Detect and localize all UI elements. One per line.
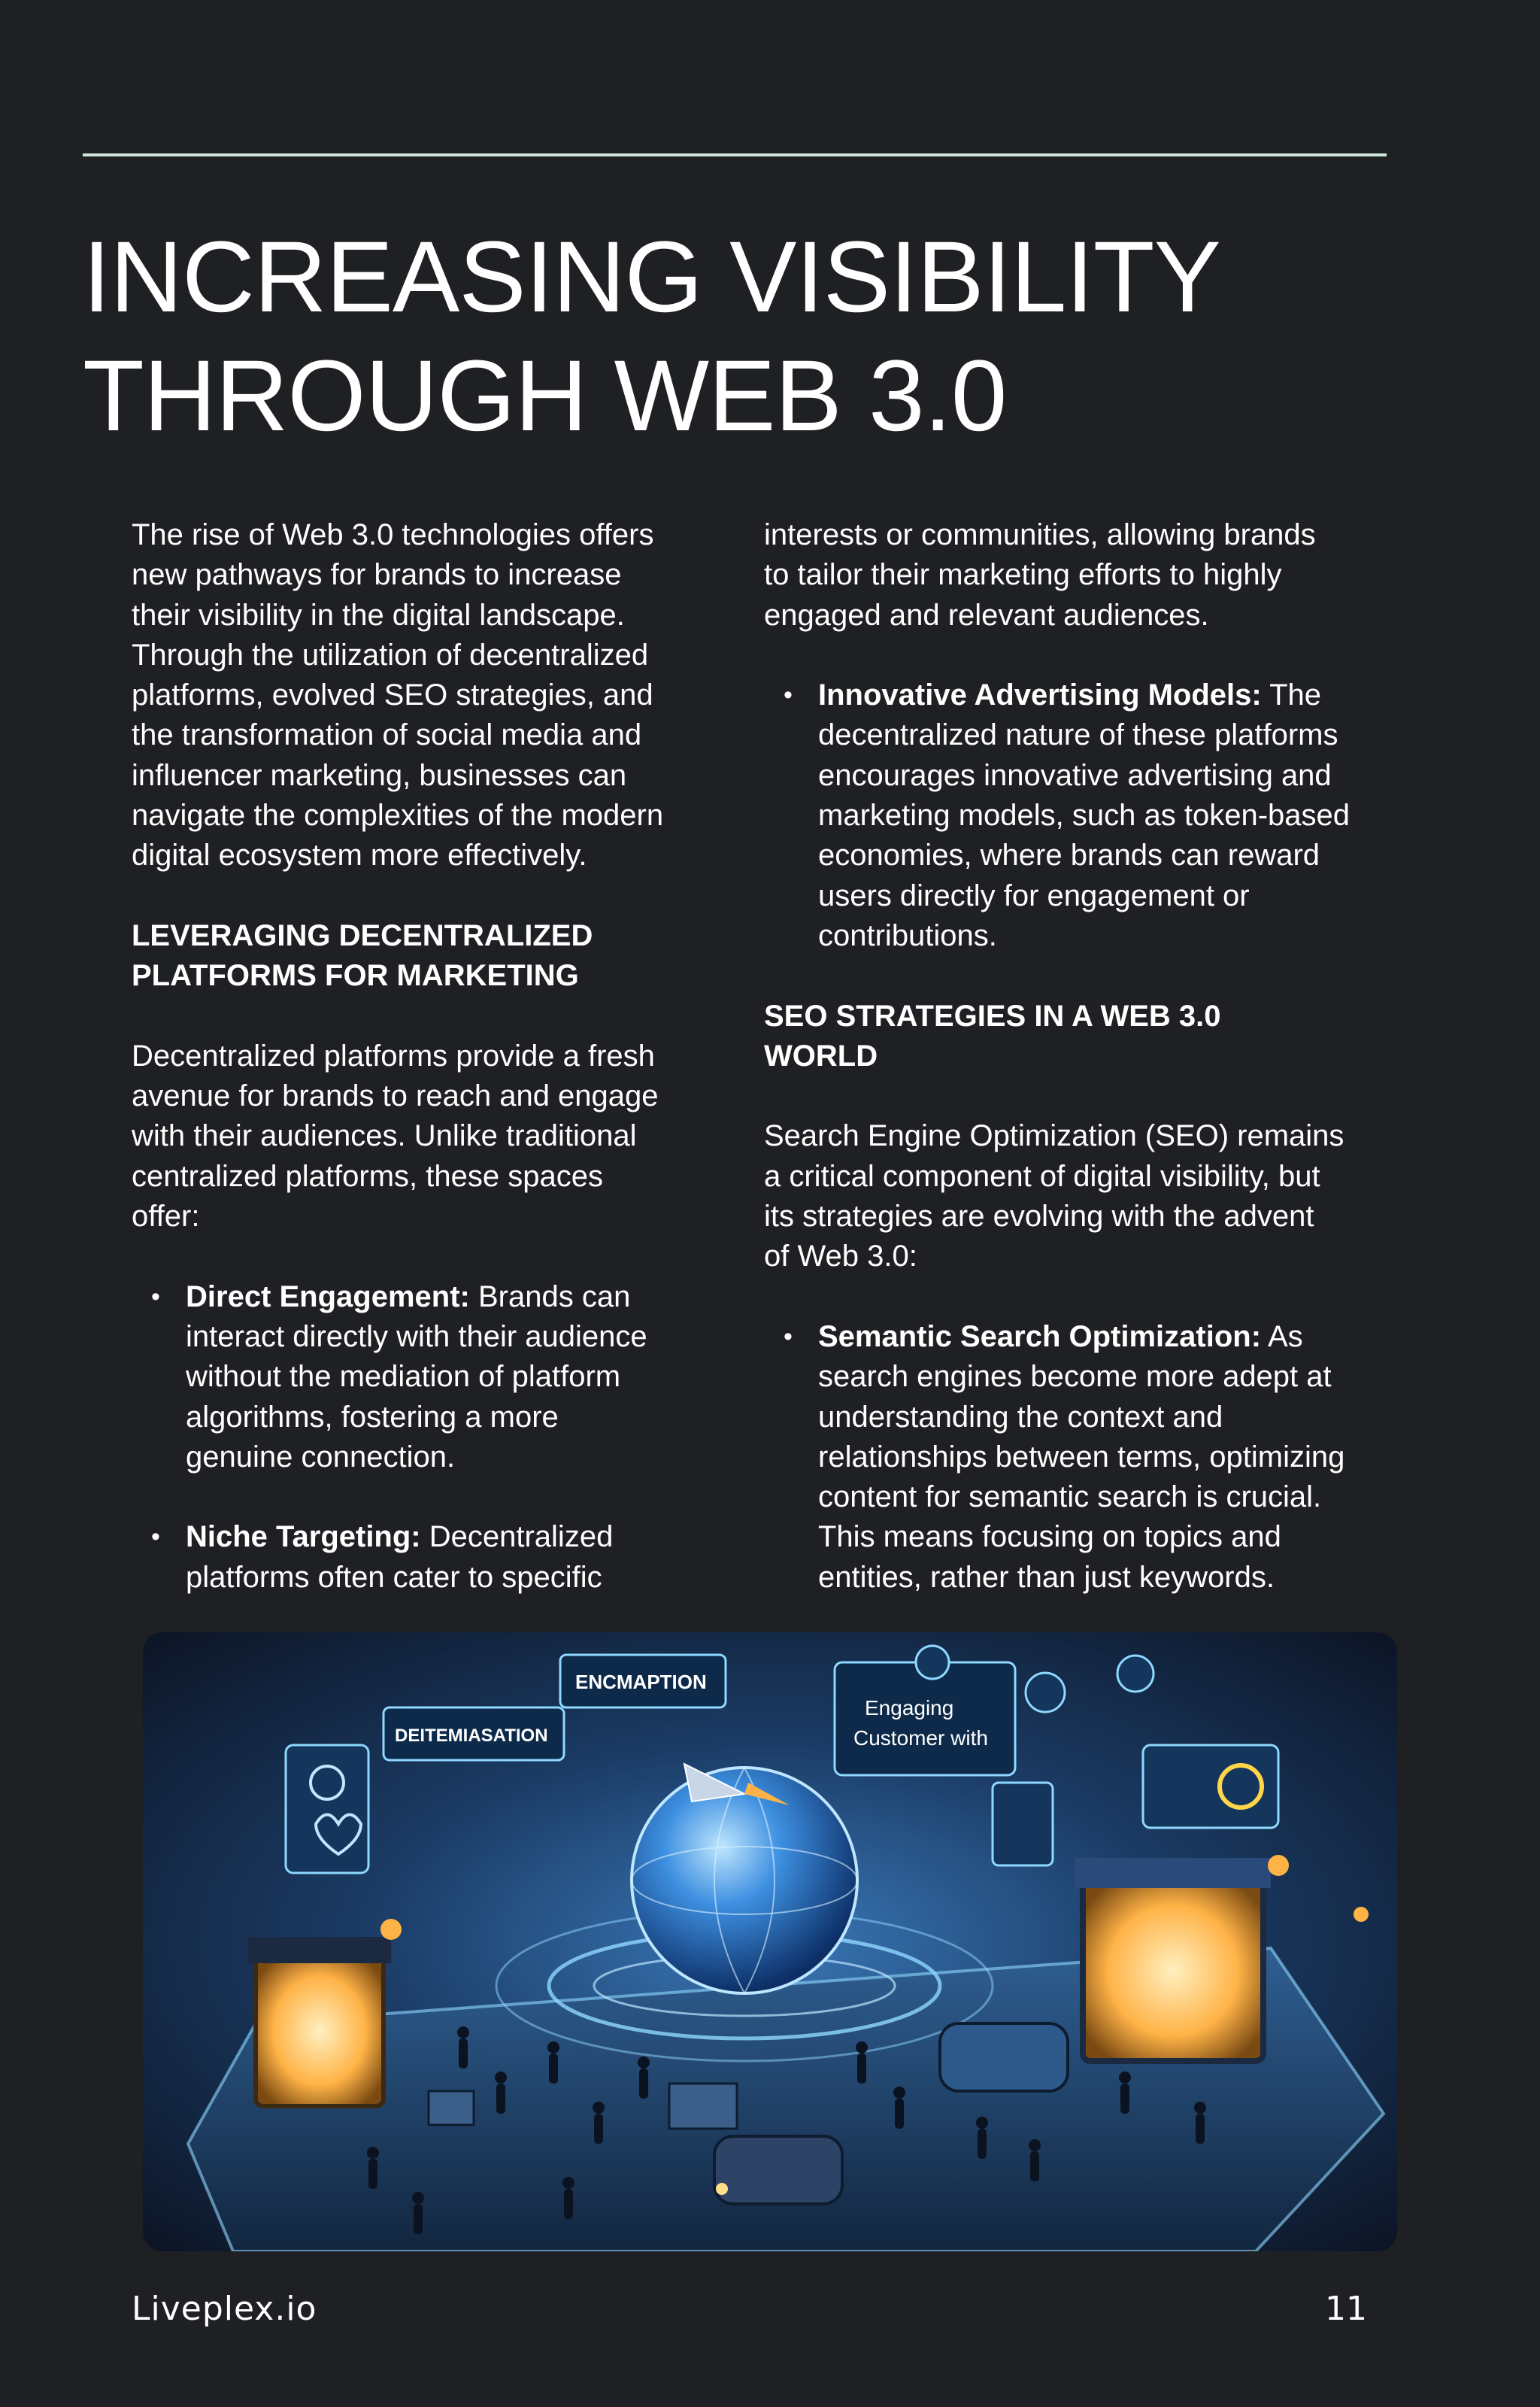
- page-title-line-1: INCREASING VISIBILITY: [83, 221, 1220, 333]
- intro-line: digital ecosystem more effectively.: [132, 839, 587, 873]
- list-term: Niche Targeting:: [186, 1520, 421, 1554]
- list-text: marketing models, such as token-based: [818, 799, 1351, 833]
- lamp-glow: [380, 1919, 402, 1940]
- list-item-semantic-search: [764, 1317, 1358, 1598]
- intro-line: navigate the complexities of the modern: [132, 799, 664, 833]
- intro-line: the transformation of social media and: [132, 718, 642, 752]
- list-text: The: [1261, 678, 1322, 712]
- seo-list: [764, 1317, 1358, 1598]
- list-text: relationships between terms, optimizing: [818, 1440, 1345, 1474]
- body-line: a critical component of digital visibility, but: [764, 1159, 1320, 1193]
- list-text: users directly for engagement or: [818, 879, 1250, 912]
- benefits-list: [132, 1277, 726, 1598]
- intro-line: The rise of Web 3.0 technologies offers: [132, 518, 654, 551]
- section-heading-seo: [764, 997, 1358, 1077]
- intro-line: influencer marketing, businesses can: [132, 758, 627, 792]
- seo-paragraph: [764, 1116, 1358, 1276]
- digital-marketplace-illustration: [143, 1632, 1397, 2251]
- marketplace-scene: [143, 1632, 1397, 2251]
- bullet-dot-icon: •: [784, 681, 793, 710]
- list-text: entities, rather than just keywords.: [818, 1560, 1275, 1594]
- van-headlight: [716, 2183, 728, 2195]
- body-line: Decentralized platforms provide a fresh: [132, 1039, 655, 1073]
- van: [714, 2136, 842, 2204]
- floating-screen: [286, 1745, 368, 1873]
- crate: [669, 2084, 737, 2129]
- page-title-line-2: THROUGH WEB 3.0: [83, 340, 1007, 452]
- heading-line: PLATFORMS FOR MARKETING: [132, 959, 579, 993]
- bullet-dot-icon: •: [784, 1322, 793, 1351]
- body-line: engaged and relevant audiences.: [764, 598, 1209, 632]
- body-line: with their audiences. Unlike traditional: [132, 1119, 637, 1153]
- intro-line: platforms, evolved SEO strategies, and: [132, 678, 653, 712]
- lamp-glow: [1268, 1855, 1289, 1876]
- list-term: Semantic Search Optimization:: [818, 1319, 1262, 1353]
- list-text: encourages innovative advertising and: [818, 758, 1332, 792]
- heading-line: WORLD: [764, 1039, 878, 1073]
- wifi-icon: [1026, 1673, 1065, 1712]
- list-text: content for semantic search is crucial.: [818, 1480, 1322, 1514]
- right-column: [764, 515, 1358, 1598]
- bullet-dot-icon: •: [151, 1282, 160, 1311]
- list-text: Decentralized: [420, 1520, 614, 1554]
- footer-brand: Liveplex.io: [132, 2290, 317, 2328]
- list-text: algorithms, fostering a more: [186, 1400, 559, 1434]
- heading-line: LEVERAGING DECENTRALIZED: [132, 918, 593, 952]
- left-shop: [256, 1956, 383, 2106]
- floating-screen: [993, 1783, 1053, 1865]
- intro-line: Through the utilization of decentralized: [132, 638, 649, 672]
- list-text: understanding the context and: [818, 1400, 1223, 1434]
- globe-icon: [632, 1768, 857, 1993]
- intro-paragraph: [132, 515, 726, 876]
- heading-line: SEO STRATEGIES IN A WEB 3.0: [764, 999, 1221, 1033]
- body-line: to tailor their marketing efforts to highly: [764, 558, 1282, 592]
- list-text: contributions.: [818, 918, 997, 952]
- body-line: centralized platforms, these spaces: [132, 1159, 603, 1193]
- list-text: This means focusing on topics and: [818, 1520, 1281, 1554]
- list-term: Innovative Advertising Models:: [818, 678, 1262, 712]
- right-shop-awning: [1075, 1858, 1271, 1888]
- body-line: offer:: [132, 1200, 200, 1234]
- lamp-glow: [1354, 1907, 1369, 1922]
- body-line: Search Engine Optimization (SEO) remains: [764, 1119, 1344, 1153]
- left-column: [132, 515, 726, 1598]
- floating-screen: [1143, 1745, 1278, 1828]
- decentralized-paragraph: [132, 1037, 726, 1237]
- section-heading-decentralized: [132, 916, 726, 997]
- list-text: Brands can: [469, 1279, 631, 1313]
- bullet-dot-icon: •: [151, 1522, 160, 1552]
- niche-continuation: [764, 515, 1358, 636]
- header-rule: [83, 153, 1387, 156]
- list-text: economies, where brands can reward: [818, 839, 1320, 873]
- heart-bubble-icon: [916, 1646, 949, 1679]
- intro-line: new pathways for brands to increase: [132, 558, 622, 592]
- list-text: decentralized nature of these platforms: [818, 718, 1338, 752]
- sign-customer-text: Customer with: [853, 1726, 988, 1750]
- body-line: its strategies are evolving with the advent: [764, 1200, 1314, 1234]
- list-term: Direct Engagement:: [186, 1279, 470, 1313]
- list-item-innovative-advertising: [764, 675, 1358, 956]
- left-shop-roof: [248, 1937, 391, 1963]
- list-item-niche-targeting: [132, 1517, 726, 1598]
- list-text: interact directly with their audience: [186, 1319, 647, 1353]
- badge-icon: [1117, 1656, 1153, 1692]
- list-text: without the mediation of platform: [186, 1360, 621, 1394]
- intro-line: their visibility in the digital landscape.: [132, 598, 625, 632]
- crate: [429, 2091, 474, 2125]
- advertising-list: [764, 675, 1358, 956]
- page-title: [83, 218, 1436, 456]
- body-line: avenue for brands to reach and engage: [132, 1079, 659, 1113]
- list-text: search engines become more adept at: [818, 1360, 1332, 1394]
- list-item-direct-engagement: [132, 1277, 726, 1477]
- body-line: of Web 3.0:: [764, 1240, 917, 1273]
- list-text: platforms often cater to specific: [186, 1560, 602, 1594]
- body-line: interests or communities, allowing brands: [764, 518, 1316, 551]
- list-text: As: [1261, 1319, 1303, 1353]
- sign-engaging-text: Engaging: [865, 1696, 954, 1720]
- sign-decentralisation-text: DEITEMIASATION: [395, 1726, 548, 1746]
- list-text: genuine connection.: [186, 1440, 456, 1474]
- right-shop: [1083, 1880, 1263, 2061]
- page-number: 11: [1325, 2290, 1367, 2328]
- sign-encryption-text: ENCMAPTION: [575, 1671, 707, 1693]
- van: [940, 2023, 1068, 2091]
